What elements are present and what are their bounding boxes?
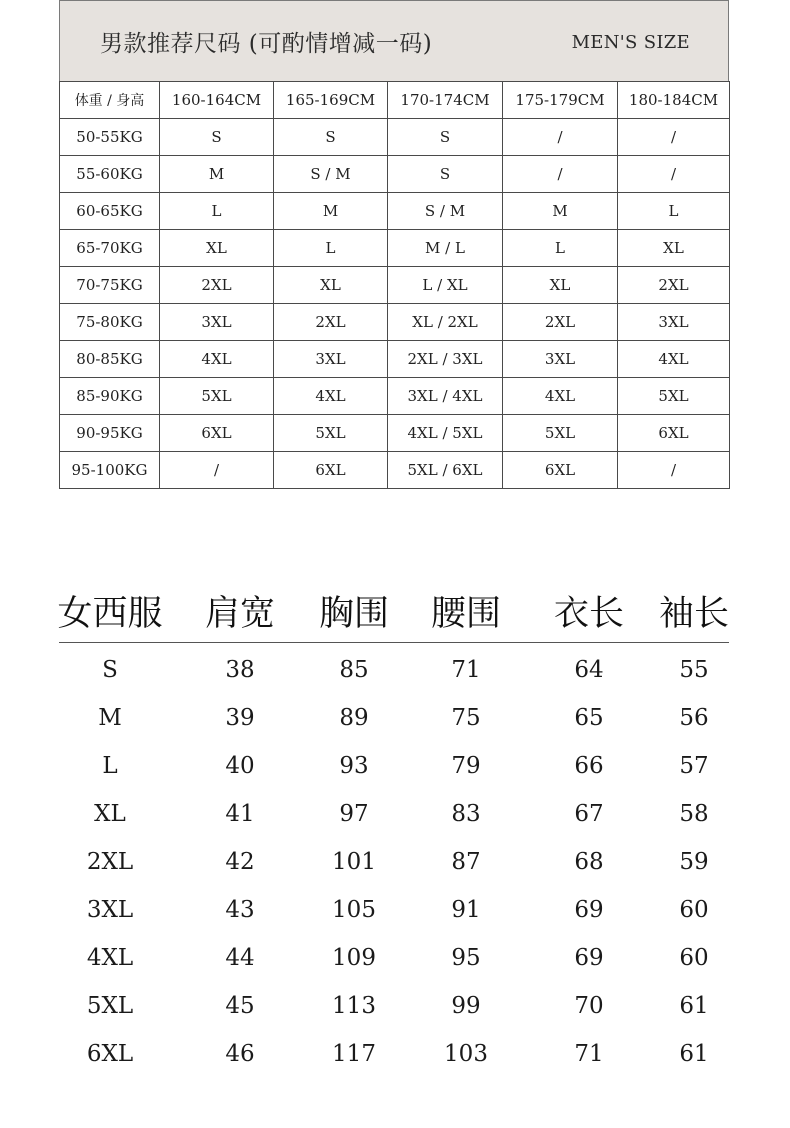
- waist-value: 87: [451, 849, 481, 875]
- shoulder-value: 42: [225, 849, 255, 875]
- sleeve-value: 58: [679, 801, 709, 827]
- chest-value: 93: [339, 753, 369, 779]
- size-label: 4XL: [86, 945, 134, 971]
- chest-value: 97: [339, 801, 369, 827]
- weight-label: 55-60KG: [60, 156, 160, 193]
- size-cell: 2XL: [274, 304, 388, 341]
- chest-value: 113: [332, 993, 376, 1019]
- chest-value: 85: [339, 657, 369, 683]
- size-cell: 4XL: [503, 378, 618, 415]
- weight-label: 60-65KG: [60, 193, 160, 230]
- sleeve-value: 60: [679, 897, 709, 923]
- measurement-row: [59, 643, 729, 691]
- height-header: 165-169CM: [274, 82, 388, 119]
- measurement-row: [59, 835, 729, 883]
- size-cell: S / M: [274, 156, 388, 193]
- length-value: 66: [574, 753, 604, 779]
- size-cell: XL: [160, 230, 274, 267]
- measurement-row: [59, 1027, 729, 1075]
- size-cell: 6XL: [274, 452, 388, 489]
- size-cell: M: [503, 193, 618, 230]
- shoulder-value: 46: [225, 1041, 255, 1067]
- measurement-row: [59, 883, 729, 931]
- recommended-size-title: 男款推荐尺码 (可酌情增减一码): [100, 31, 433, 57]
- waist-value: 99: [451, 993, 481, 1019]
- size-cell: 2XL / 3XL: [388, 341, 503, 378]
- recommended-size-title-en: MEN'S SIZE: [571, 32, 690, 53]
- size-cell: L: [274, 230, 388, 267]
- size-cell: 4XL: [160, 341, 274, 378]
- sleeve-value: 59: [679, 849, 709, 875]
- size-grid-body: [60, 119, 730, 489]
- weight-label: 85-90KG: [60, 378, 160, 415]
- size-cell: L / XL: [388, 267, 503, 304]
- size-cell: 3XL / 4XL: [388, 378, 503, 415]
- sleeve-value: 56: [679, 705, 709, 731]
- weight-label: 90-95KG: [60, 415, 160, 452]
- size-cell: S: [160, 119, 274, 156]
- size-cell: 6XL: [503, 452, 618, 489]
- measurement-header-length: 衣长: [553, 594, 625, 634]
- size-cell: S: [388, 156, 503, 193]
- weight-label: 50-55KG: [60, 119, 160, 156]
- length-value: 69: [574, 897, 604, 923]
- weight-row: [60, 156, 730, 193]
- size-cell: 6XL: [618, 415, 730, 452]
- length-value: 71: [574, 1041, 604, 1067]
- weight-row: [60, 267, 730, 304]
- weight-label: 80-85KG: [60, 341, 160, 378]
- size-cell: /: [160, 452, 274, 489]
- length-value: 65: [574, 705, 604, 731]
- shoulder-value: 38: [225, 657, 255, 683]
- size-cell: /: [618, 156, 730, 193]
- size-cell: 2XL: [618, 267, 730, 304]
- size-cell: M / L: [388, 230, 503, 267]
- height-header: 175-179CM: [503, 82, 618, 119]
- size-cell: /: [503, 156, 618, 193]
- size-cell: M: [160, 156, 274, 193]
- size-cell: /: [503, 119, 618, 156]
- height-header: 170-174CM: [388, 82, 503, 119]
- weight-label: 95-100KG: [60, 452, 160, 489]
- weight-label: 65-70KG: [60, 230, 160, 267]
- measurement-header-size: 女西服: [57, 594, 163, 634]
- shoulder-value: 41: [225, 801, 255, 827]
- size-cell: 2XL: [160, 267, 274, 304]
- size-cell: 6XL: [160, 415, 274, 452]
- waist-value: 83: [451, 801, 481, 827]
- height-header: 180-184CM: [618, 82, 730, 119]
- weight-row: [60, 193, 730, 230]
- size-cell: 5XL / 6XL: [388, 452, 503, 489]
- weight-row: [60, 230, 730, 267]
- measurement-header-chest: 胸围: [318, 594, 390, 634]
- length-value: 64: [574, 657, 604, 683]
- sleeve-value: 61: [679, 1041, 709, 1067]
- size-cell: L: [618, 193, 730, 230]
- height-header-row: [60, 82, 730, 119]
- size-cell: 4XL: [618, 341, 730, 378]
- size-cell: 2XL: [503, 304, 618, 341]
- shoulder-value: 45: [225, 993, 255, 1019]
- shoulder-value: 40: [225, 753, 255, 779]
- size-cell: 3XL: [274, 341, 388, 378]
- weight-row: [60, 304, 730, 341]
- weight-row: [60, 341, 730, 378]
- waist-value: 95: [451, 945, 481, 971]
- size-cell: 5XL: [618, 378, 730, 415]
- size-cell: XL / 2XL: [388, 304, 503, 341]
- size-cell: 3XL: [160, 304, 274, 341]
- shoulder-value: 43: [225, 897, 255, 923]
- size-cell: 3XL: [618, 304, 730, 341]
- measurement-row: [59, 691, 729, 739]
- size-label: 6XL: [86, 1041, 134, 1067]
- waist-value: 103: [444, 1041, 488, 1067]
- waist-value: 75: [451, 705, 481, 731]
- waist-value: 79: [451, 753, 481, 779]
- weight-label: 70-75KG: [60, 267, 160, 304]
- size-cell: 5XL: [274, 415, 388, 452]
- waist-value: 71: [451, 657, 481, 683]
- size-cell: S: [274, 119, 388, 156]
- measurement-header-waist: 腰围: [430, 594, 502, 634]
- chest-value: 109: [332, 945, 376, 971]
- size-cell: 4XL / 5XL: [388, 415, 503, 452]
- weight-row: [60, 378, 730, 415]
- shoulder-value: 39: [225, 705, 255, 731]
- size-cell: 4XL: [274, 378, 388, 415]
- size-cell: 5XL: [503, 415, 618, 452]
- recommended-size-header: [59, 0, 729, 81]
- measurement-body: [59, 643, 729, 1075]
- size-cell: L: [503, 230, 618, 267]
- length-value: 70: [574, 993, 604, 1019]
- length-value: 68: [574, 849, 604, 875]
- weight-label: 75-80KG: [60, 304, 160, 341]
- size-cell: 5XL: [160, 378, 274, 415]
- sleeve-value: 57: [679, 753, 709, 779]
- measurement-header-shoulder: 肩宽: [204, 594, 276, 634]
- weight-row: [60, 119, 730, 156]
- weight-row: [60, 415, 730, 452]
- size-grid: [59, 81, 730, 489]
- measurement-row: [59, 931, 729, 979]
- height-header: 160-164CM: [160, 82, 274, 119]
- size-label: 2XL: [86, 849, 134, 875]
- size-cell: XL: [274, 267, 388, 304]
- chest-value: 117: [332, 1041, 376, 1067]
- weight-height-corner: 体重 / 身高: [60, 82, 160, 119]
- size-cell: L: [160, 193, 274, 230]
- size-cell: S: [388, 119, 503, 156]
- weight-row: [60, 452, 730, 489]
- size-label: L: [102, 753, 118, 779]
- size-label: XL: [94, 801, 126, 827]
- chest-value: 89: [339, 705, 369, 731]
- sleeve-value: 61: [679, 993, 709, 1019]
- size-cell: M: [274, 193, 388, 230]
- measurement-row: [59, 979, 729, 1027]
- size-label: S: [102, 657, 118, 683]
- recommended-size-table: [59, 0, 729, 489]
- size-cell: XL: [503, 267, 618, 304]
- size-cell: /: [618, 452, 730, 489]
- measurement-header-row: [59, 580, 729, 643]
- measurement-header-sleeve: 袖长: [658, 594, 730, 634]
- measurement-row: [59, 787, 729, 835]
- chest-value: 101: [332, 849, 376, 875]
- sleeve-value: 60: [679, 945, 709, 971]
- size-label: 3XL: [86, 897, 134, 923]
- sleeve-value: 55: [679, 657, 709, 683]
- measurement-row: [59, 739, 729, 787]
- womens-suit-measurement-table: [59, 580, 729, 1075]
- size-label: M: [98, 705, 122, 731]
- shoulder-value: 44: [225, 945, 255, 971]
- size-cell: XL: [618, 230, 730, 267]
- length-value: 69: [574, 945, 604, 971]
- length-value: 67: [574, 801, 604, 827]
- size-label: 5XL: [86, 993, 134, 1019]
- size-cell: 3XL: [503, 341, 618, 378]
- waist-value: 91: [451, 897, 481, 923]
- chest-value: 105: [332, 897, 376, 923]
- size-cell: /: [618, 119, 730, 156]
- size-cell: S / M: [388, 193, 503, 230]
